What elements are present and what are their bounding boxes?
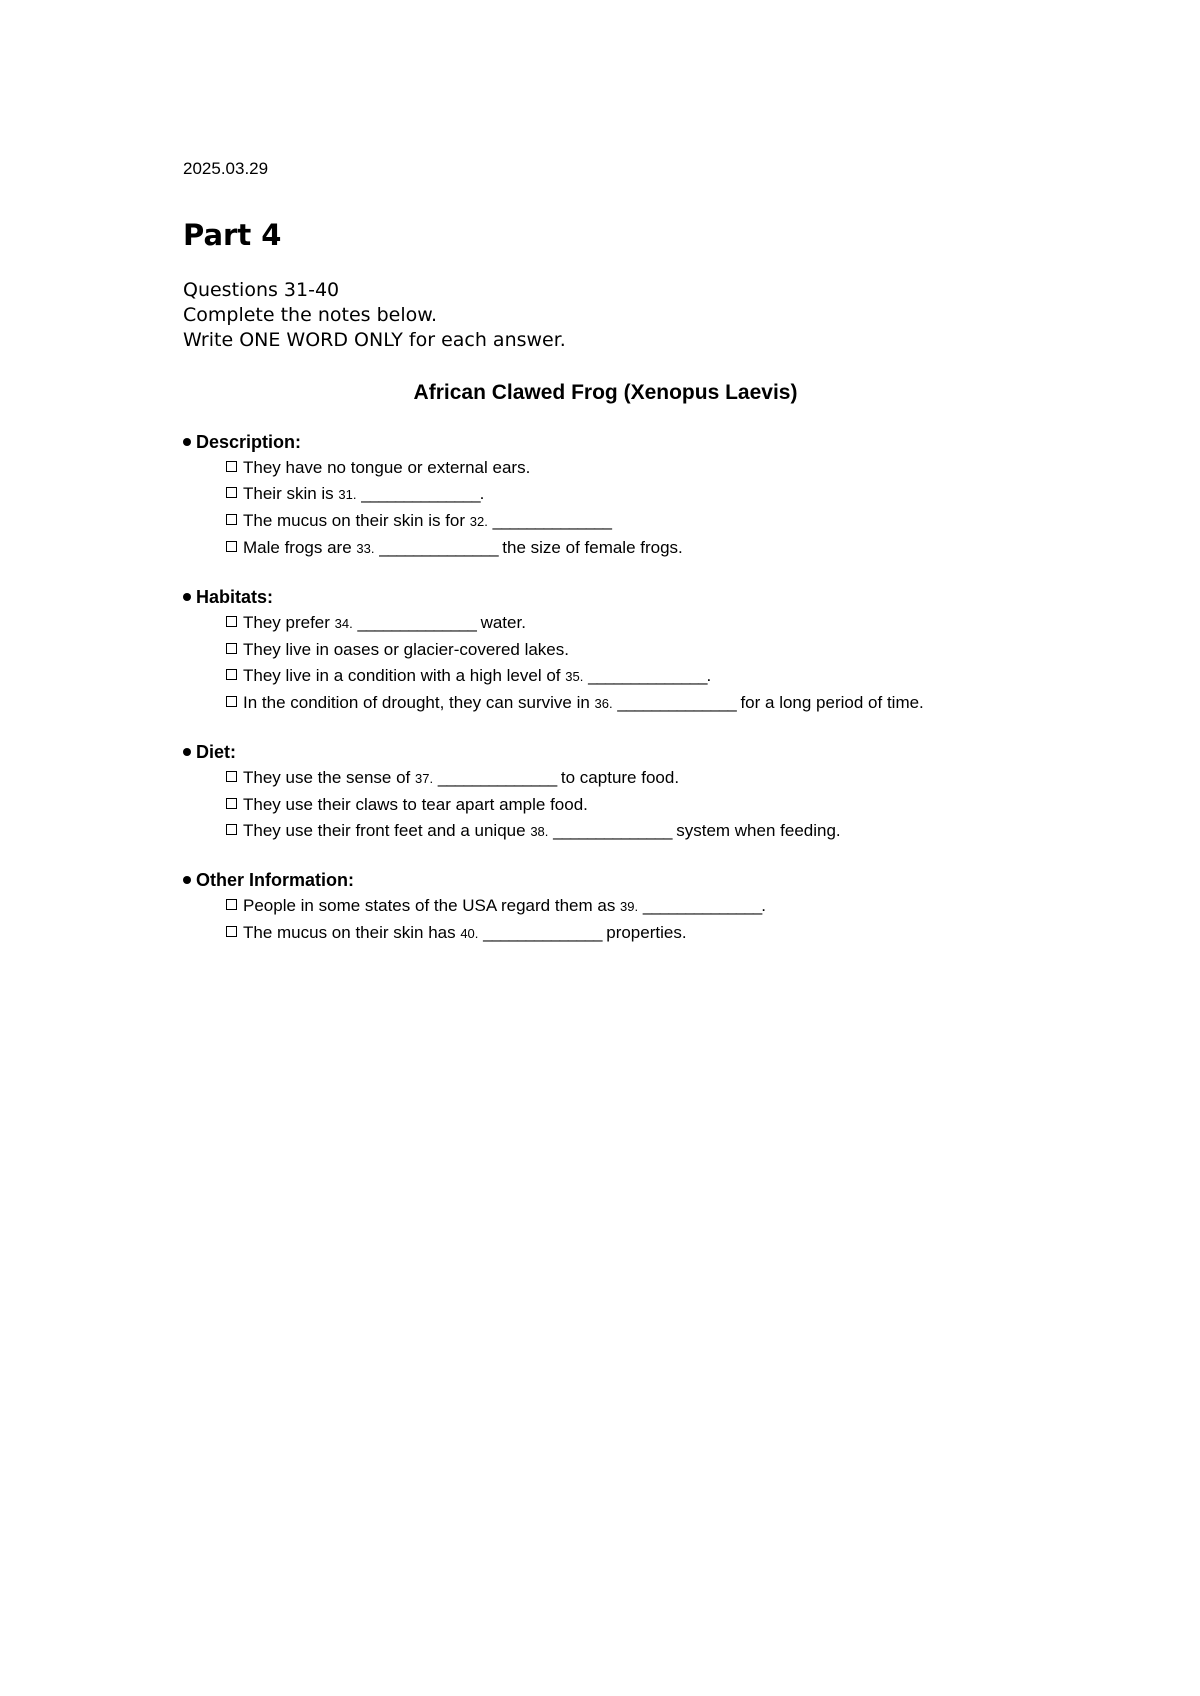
section-other-information	[183, 867, 1028, 947]
bullet-icon	[183, 593, 191, 601]
note-item: Their skin is 31. ______________.	[183, 481, 1028, 508]
part-title: Part 4	[183, 218, 282, 252]
question-number: 39.	[620, 899, 639, 914]
section-habitats	[183, 584, 1028, 717]
answer-blank[interactable]: ______________	[483, 923, 602, 942]
note-item: They live in a condition with a high level of 35. ______________.	[183, 663, 1028, 690]
note-item: People in some states of the USA regard them as 39. ______________.	[183, 893, 1028, 920]
section-description	[183, 429, 1028, 562]
answer-blank[interactable]: ______________	[357, 613, 476, 632]
bullet-icon	[183, 748, 191, 756]
checkbox-square-icon	[226, 541, 237, 552]
answer-blank[interactable]: ______________	[361, 484, 480, 503]
question-number: 36.	[594, 696, 613, 711]
section-diet	[183, 739, 1028, 845]
instruction-line: Complete the notes below.	[183, 304, 438, 326]
worksheet-page	[183, 158, 1028, 947]
answer-blank[interactable]: ______________	[437, 768, 557, 787]
checkbox-square-icon	[226, 696, 237, 707]
note-item: They live in oases or glacier-covered lakes.	[183, 637, 1028, 663]
checkbox-square-icon	[226, 824, 237, 835]
checkbox-square-icon	[226, 487, 237, 498]
note-item: In the condition of drought, they can survive in 36. ______________ for a long period of time.	[183, 690, 1028, 717]
note-item: They prefer 34. ______________ water.	[183, 610, 1028, 637]
question-number: 38.	[530, 824, 549, 839]
section-heading: Habitats:	[183, 584, 1028, 610]
question-number: 33.	[356, 541, 375, 556]
section-heading: Description:	[183, 429, 1028, 455]
checkbox-square-icon	[226, 514, 237, 525]
notes-title: African Clawed Frog (Xenopus Laevis)	[413, 381, 798, 404]
checkbox-square-icon	[226, 926, 237, 937]
checkbox-square-icon	[226, 669, 237, 680]
answer-blank[interactable]: ______________	[379, 538, 498, 557]
checkbox-square-icon	[226, 616, 237, 627]
answer-blank[interactable]: ______________	[588, 666, 707, 685]
note-item: The mucus on their skin is for 32. ______________	[183, 508, 1028, 535]
bullet-icon	[183, 438, 191, 446]
instruction-line: Write ONE WORD ONLY for each answer.	[183, 329, 566, 351]
question-number: 35.	[565, 669, 584, 684]
question-number: 40.	[460, 926, 479, 941]
section-heading: Diet:	[183, 739, 1028, 765]
question-number: 32.	[469, 514, 488, 529]
note-item: The mucus on their skin has 40. ______________ properties.	[183, 920, 1028, 947]
section-heading: Other Information:	[183, 867, 1028, 893]
date: 2025.03.29	[183, 159, 269, 178]
answer-blank[interactable]: ______________	[553, 821, 672, 840]
bullet-icon	[183, 876, 191, 884]
answer-blank[interactable]: ______________	[617, 693, 736, 712]
note-item: They use the sense of 37. ______________ to capture food.	[183, 765, 1028, 792]
note-item: They use their claws to tear apart ample food.	[183, 792, 1028, 818]
note-item: They use their front feet and a unique 38. ______________ system when feeding.	[183, 818, 1028, 845]
question-number: 34.	[334, 616, 353, 631]
instructions	[183, 278, 1028, 353]
question-range: Questions 31-40	[183, 279, 340, 301]
checkbox-square-icon	[226, 643, 237, 654]
checkbox-square-icon	[226, 798, 237, 809]
answer-blank[interactable]: ______________	[492, 511, 611, 530]
note-item: They have no tongue or external ears.	[183, 455, 1028, 481]
checkbox-square-icon	[226, 461, 237, 472]
note-item: Male frogs are 33. ______________ the size of female frogs.	[183, 535, 1028, 562]
question-number: 31.	[338, 487, 357, 502]
checkbox-square-icon	[226, 899, 237, 910]
answer-blank[interactable]: ______________	[642, 896, 762, 915]
question-number: 37.	[415, 771, 434, 786]
checkbox-square-icon	[226, 771, 237, 782]
